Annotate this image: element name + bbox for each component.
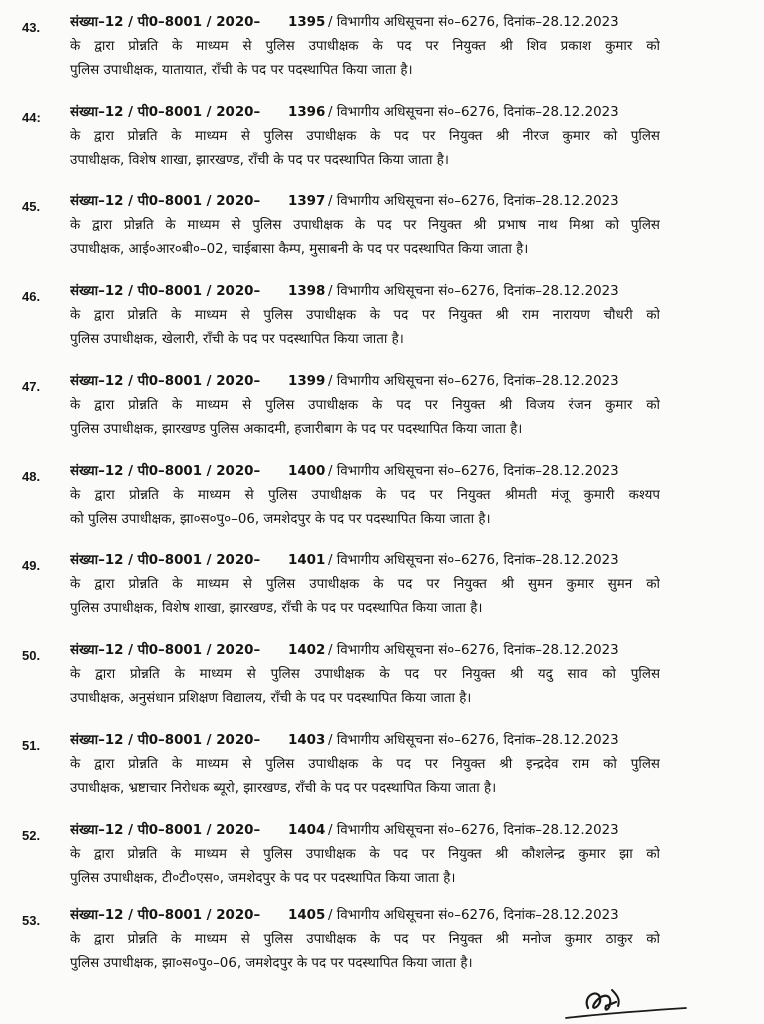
order-number: 1396 [288,105,326,120]
posting-order-entry [0,461,764,537]
entry-body-line: के द्वारा प्रोन्नति के माध्यम से पुलिस उपाधीक्षक के पद पर नियुक्त श्री यदु साव को पुलिस [70,667,660,682]
entry-posting-line: पुलिस उपाधीक्षक, झारखण्ड पुलिस अकादमी, हजारीबाग के पद पर पदस्थापित किया जाता है। [70,422,523,437]
entry-number: 51. [22,738,41,753]
entry-posting-line: उपाधीक्षक, विशेष शाखा, झारखण्ड, राँची के पद पर पदस्थापित किया जाता है। [70,153,449,168]
order-number: 1400 [288,464,326,479]
entry-reference-line [70,461,660,483]
posting-order-entry [0,12,764,88]
entry-posting-line: पुलिस उपाधीक्षक, टी०टी०एस०, जमशेदपुर के पद पर पदस्थापित किया जाता है। [70,871,456,886]
entry-body-line: के द्वारा प्रोन्नति के माध्यम से पुलिस उपाधीक्षक के पद पर नियुक्त श्री शिव प्रकाश कुमार को [70,39,660,54]
handwritten-signature [560,978,690,1022]
entry-body-line: के द्वारा प्रोन्नति के माध्यम से पुलिस उपाधीक्षक के पद पर नियुक्त श्री नीरज कुमार को पुलिस [70,129,660,144]
notification-reference: / विभागीय अधिसूचना सं०–6276, दिनांक–28.12.2023 [328,823,619,838]
entry-body-line: के द्वारा प्रोन्नति के माध्यम से पुलिस उपाधीक्षक के पद पर नियुक्त श्री राम नारायण चौधरी को [70,308,660,323]
notification-reference: / विभागीय अधिसूचना सं०–6276, दिनांक–28.12.2023 [328,105,619,120]
memo-reference: संख्या–12 / पी0–8001 / 2020– [70,15,261,30]
order-number: 1399 [288,374,326,389]
notification-reference: / विभागीय अधिसूचना सं०–6276, दिनांक–28.12.2023 [328,15,619,30]
entry-number: 52. [22,828,41,843]
entry-number: 53. [22,913,41,928]
entry-number: 49. [22,558,41,573]
memo-reference: संख्या–12 / पी0–8001 / 2020– [70,733,261,748]
memo-reference: संख्या–12 / पी0–8001 / 2020– [70,823,261,838]
notification-reference: / विभागीय अधिसूचना सं०–6276, दिनांक–28.12.2023 [328,643,619,658]
entry-body-line: के द्वारा प्रोन्नति के माध्यम से पुलिस उपाधीक्षक के पद पर नियुक्त श्री विजय रंजन कुमार को [70,398,660,413]
posting-order-entry [0,550,764,626]
entry-posting-line: पुलिस उपाधीक्षक, झा०स०पु०–06, जमशेदपुर के पद पर पदस्थापित किया जाता है। [70,956,473,971]
posting-order-entry [0,905,764,981]
entry-reference-line [70,640,660,662]
memo-reference: संख्या–12 / पी0–8001 / 2020– [70,105,261,120]
posting-order-entry [0,281,764,357]
memo-reference: संख्या–12 / पी0–8001 / 2020– [70,374,261,389]
entry-body-line: के द्वारा प्रोन्नति के माध्यम से पुलिस उपाधीक्षक के पद पर नियुक्त श्रीमती मंजू कुमारी कश्यप [70,488,660,503]
entry-reference-line [70,905,660,927]
entry-posting-line: पुलिस उपाधीक्षक, खेलारी, राँची के पद पर पदस्थापित किया जाता है। [70,332,404,347]
entry-posting-line: को पुलिस उपाधीक्षक, झा०स०पु०–06, जमशेदपुर के पद पर पदस्थापित किया जाता है। [70,512,491,527]
entry-body-line: के द्वारा प्रोन्नति के माध्यम से पुलिस उपाधीक्षक के पद पर नियुक्त श्री इन्द्रदेव राम को पुलिस [70,757,660,772]
order-number: 1395 [288,15,326,30]
posting-order-entry [0,371,764,447]
entry-reference-line [70,820,660,842]
entry-reference-line [70,281,660,303]
entry-number: 43. [22,20,41,35]
entry-reference-line [70,191,660,213]
entry-number: 47. [22,379,41,394]
memo-reference: संख्या–12 / पी0–8001 / 2020– [70,553,261,568]
entry-reference-line [70,730,660,752]
notification-reference: / विभागीय अधिसूचना सं०–6276, दिनांक–28.12.2023 [328,733,619,748]
order-number: 1404 [288,823,326,838]
order-number: 1401 [288,553,326,568]
memo-reference: संख्या–12 / पी0–8001 / 2020– [70,908,261,923]
entry-body-line: के द्वारा प्रोन्नति के माध्यम से पुलिस उपाधीक्षक के पद पर नियुक्त श्री सुमन कुमार सुमन को [70,577,660,592]
entry-reference-line [70,102,660,124]
posting-order-entry [0,191,764,267]
posting-order-entry [0,820,764,896]
entry-reference-line [70,12,660,34]
entry-posting-line: पुलिस उपाधीक्षक, यातायात, राँची के पद पर पदस्थापित किया जाता है। [70,63,413,78]
notification-reference: / विभागीय अधिसूचना सं०–6276, दिनांक–28.12.2023 [328,374,619,389]
entry-number: 44: [22,110,41,125]
entry-posting-line: उपाधीक्षक, अनुसंधान प्रशिक्षण विद्यालय, राँची के पद पर पदस्थापित किया जाता है। [70,691,472,706]
entry-body-line: के द्वारा प्रोन्नति के माध्यम से पुलिस उपाधीक्षक के पद पर नियुक्त श्री मनोज कुमार ठाकुर को [70,932,660,947]
entry-posting-line: पुलिस उपाधीक्षक, विशेष शाखा, झारखण्ड, राँची के पद पर पदस्थापित किया जाता है। [70,601,483,616]
posting-order-entry [0,102,764,178]
entry-number: 46. [22,289,41,304]
memo-reference: संख्या–12 / पी0–8001 / 2020– [70,643,261,658]
entry-body-line: के द्वारा प्रोन्नति के माध्यम से पुलिस उपाधीक्षक के पद पर नियुक्त श्री प्रभाष नाथ मिश्रा को पुलिस [70,218,660,233]
entry-posting-line: उपाधीक्षक, भ्रष्टाचार निरोधक ब्यूरो, झारखण्ड, राँची के पद पर पदस्थापित किया जाता है। [70,781,497,796]
entry-posting-line: उपाधीक्षक, आई०आर०बी०–02, चाईबासा कैम्प, मुसाबनी के पद पर पदस्थापित किया जाता है। [70,242,529,257]
notification-reference: / विभागीय अधिसूचना सं०–6276, दिनांक–28.12.2023 [328,908,619,923]
memo-reference: संख्या–12 / पी0–8001 / 2020– [70,464,261,479]
posting-order-entry [0,730,764,806]
memo-reference: संख्या–12 / पी0–8001 / 2020– [70,194,261,209]
notification-reference: / विभागीय अधिसूचना सं०–6276, दिनांक–28.12.2023 [328,284,619,299]
notification-reference: / विभागीय अधिसूचना सं०–6276, दिनांक–28.12.2023 [328,553,619,568]
entry-reference-line [70,550,660,572]
entry-number: 45. [22,199,41,214]
order-number: 1403 [288,733,326,748]
memo-reference: संख्या–12 / पी0–8001 / 2020– [70,284,261,299]
notification-reference: / विभागीय अधिसूचना सं०–6276, दिनांक–28.12.2023 [328,464,619,479]
entry-number: 48. [22,469,41,484]
order-number: 1402 [288,643,326,658]
order-number: 1398 [288,284,326,299]
notification-reference: / विभागीय अधिसूचना सं०–6276, दिनांक–28.12.2023 [328,194,619,209]
entry-body-line: के द्वारा प्रोन्नति के माध्यम से पुलिस उपाधीक्षक के पद पर नियुक्त श्री कौशलेन्द्र कुमार झा को [70,847,660,862]
entry-reference-line [70,371,660,393]
order-number: 1405 [288,908,326,923]
order-number: 1397 [288,194,326,209]
posting-order-entry [0,640,764,716]
entry-number: 50. [22,648,41,663]
